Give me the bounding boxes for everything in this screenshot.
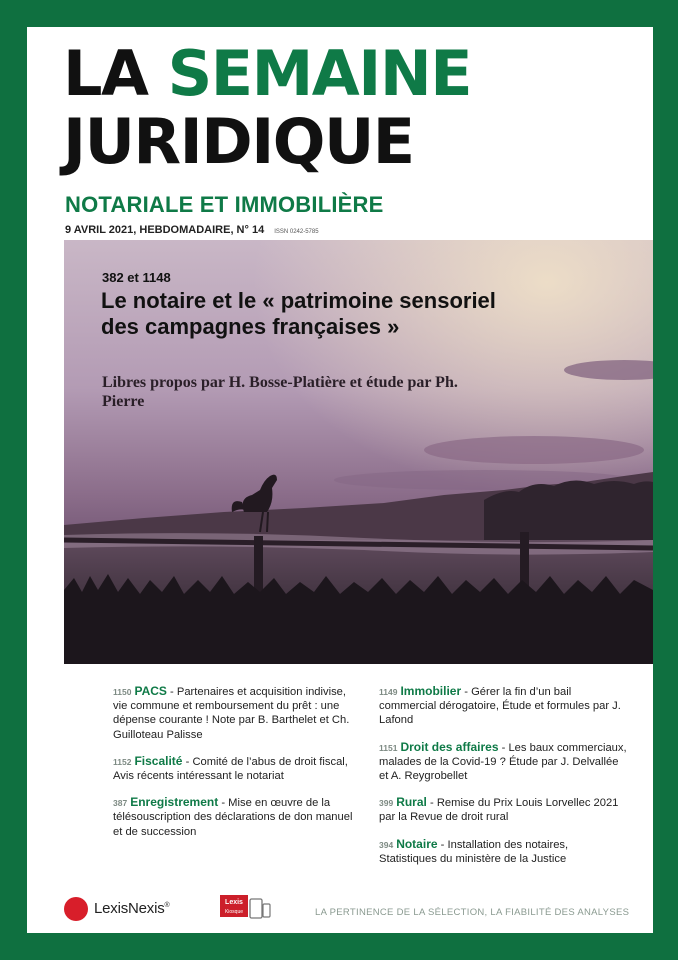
- toc-item-category: Rural: [396, 795, 427, 810]
- toc-item: 1152 Fiscalité - Comité de l’abus de droit fiscal, Avis récents intéressant le notariat: [113, 753, 348, 783]
- toc-item-text: Installation des notaires, Statistiques du ministère de la Justice: [379, 838, 569, 865]
- toc-item: 1151 Droit des affaires - Les baux commerciaux, malades de la Covid-19 ? Étude par J. Delvallée et A. Reygrobellet: [379, 739, 627, 783]
- issn: ISSN 0242-5785: [274, 229, 319, 235]
- toc-item-category: Immobilier: [400, 684, 462, 698]
- toc-item-number: 387: [113, 798, 128, 809]
- toc-item-category: Fiscalité: [134, 753, 183, 768]
- toc-item-category: Enregistrement: [130, 795, 219, 810]
- toc-item-number: 399: [379, 798, 394, 809]
- publisher-tagline: LA PERTINENCE DE LA SÉLECTION, LA FIABILITÉ DES ANALYSES: [315, 907, 630, 918]
- cover-page: [27, 27, 653, 933]
- toc-item-category: PACS: [134, 684, 167, 698]
- masthead-subtitle: NOTARIALE ET IMMOBILIÈRE: [65, 192, 384, 217]
- masthead-title-line2: JURIDIQUE: [63, 105, 414, 178]
- toc-item-text: Partenaires et acquisition indivise, vie commune et remboursement du prêt : une dépense courante ! Note par B. Barthelet et Ch. Guilloteau Palisse: [113, 686, 350, 741]
- toc-left-column: [113, 684, 363, 851]
- toc-item: 394 Notaire - Installation des notaires, Statistiques du ministère de la Justice: [379, 836, 569, 865]
- cover-photo: [64, 240, 653, 664]
- toc-item-number: 1149: [379, 687, 398, 697]
- kiosque-label: Kiosque: [224, 909, 244, 915]
- toc-item: 399 Rural - Remise du Prix Louis Lorvellec 2021 par la Revue de droit rural: [379, 795, 619, 824]
- masthead-title-line1: [63, 37, 472, 110]
- cover-footer: [27, 887, 653, 927]
- issue-info: [65, 224, 319, 236]
- lexis-kiosque-badge: [220, 895, 248, 917]
- issue-date: 9 AVRIL 2021, HEBDOMADAIRE, N° 14: [65, 224, 265, 236]
- toc-item-text: Gérer la fin d’un bail commercial dérogatoire, Étude et formules par J. Lafond: [379, 686, 621, 727]
- toc-item-text: Mise en œuvre de la télésouscription des déclarations de don manuel et de succession: [113, 797, 353, 838]
- cover-story-byline: Libres propos par H. Bosse-Platière et étude par Ph. Pierre: [102, 374, 458, 410]
- toc-item-number: 1151: [379, 742, 398, 753]
- toc-item-text: Les baux commerciaux, malades de la Covid-19 ? Étude par J. Delvallée et A. Reygrobellet: [379, 741, 627, 783]
- toc-item: 1149 Immobilier - Gérer la fin d’un bail commercial dérogatoire, Étude et formules par J. Lafond: [379, 684, 621, 727]
- publisher-logo-text: [94, 900, 170, 917]
- kiosque-brand: Lexis: [225, 899, 243, 906]
- toc-right-column: [379, 684, 629, 878]
- toc-item: 1150 PACS - Partenaires et acquisition indivise, vie commune et remboursement du prêt : une dépense courante ! Note par B. Barthelet et Ch. Guilloteau Palisse: [113, 684, 350, 741]
- toc-item-number: 1150: [113, 687, 132, 697]
- masthead-title-word2: SEMAINE: [167, 37, 472, 110]
- toc-item-category: Droit des affaires: [400, 739, 499, 754]
- publisher-name: LexisNexis: [94, 900, 165, 917]
- lexisnexis-logo-icon: [64, 897, 88, 921]
- toc-item-number: 394: [379, 839, 394, 850]
- devices-icon: [249, 897, 271, 921]
- publisher-mark: ®: [164, 902, 170, 909]
- cover-story-headline: Le notaire et le « patrimoine sensoriel des campagnes françaises »: [101, 288, 496, 339]
- masthead-title-word1: LA: [63, 37, 168, 110]
- toc-item: 387 Enregistrement - Mise en œuvre de la télésouscription des déclarations de don manuel et de succession: [113, 795, 353, 838]
- toc-item-category: Notaire: [396, 836, 438, 851]
- toc-item-text: Comité de l’abus de droit fiscal, Avis récents intéressant le notariat: [113, 755, 348, 783]
- toc-item-text: Remise du Prix Louis Lorvellec 2021 par la Revue de droit rural: [379, 797, 619, 824]
- cover-story-refs: 382 et 1148: [102, 270, 171, 285]
- toc-item-number: 1152: [113, 756, 132, 767]
